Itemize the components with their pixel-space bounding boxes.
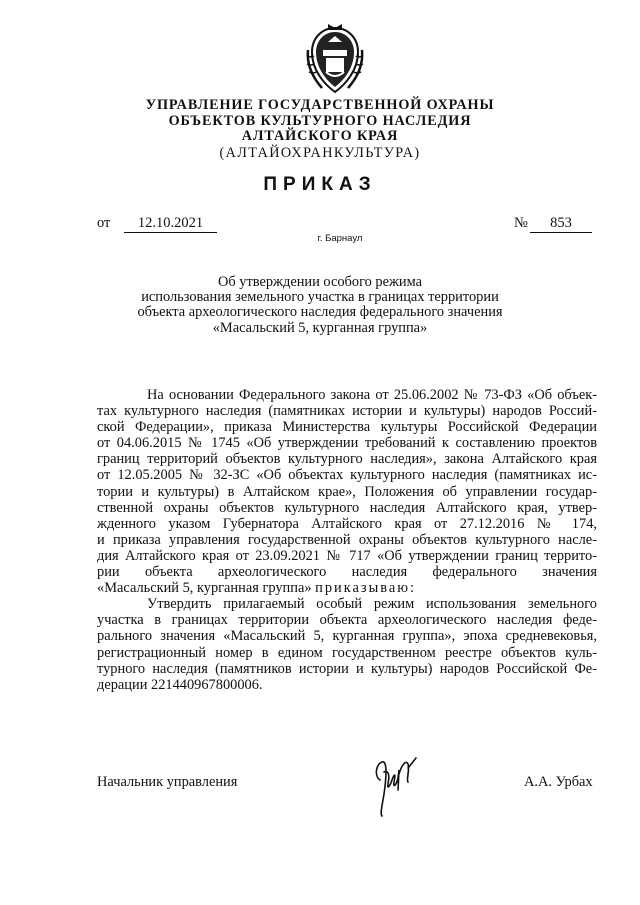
document-subject bbox=[0, 275, 640, 336]
document-title: ПРИКАЗ bbox=[263, 174, 377, 195]
signatory-name: А.А. Урбах bbox=[524, 774, 593, 790]
date-label: от bbox=[97, 215, 111, 231]
subject-line: Об утверждении особого режима bbox=[217, 274, 423, 290]
org-name-line-2: ОБЪЕКТОВ КУЛЬТУРНОГО НАСЛЕДИЯ bbox=[168, 112, 472, 129]
subject-line: объекта археологического наследия федерального значения bbox=[137, 304, 503, 321]
body-line: рального значения «Масальский 5, курганная группа», эпоха средневековья, bbox=[97, 628, 597, 645]
body-line: тах культурного наследия (памятниках истории и культуры) народов Россий- bbox=[97, 403, 597, 420]
body-line: дерации 221440967800006. bbox=[97, 676, 263, 693]
body-line: и приказа управления государственной охраны объектов культурного насле- bbox=[97, 531, 597, 548]
organization-header bbox=[0, 98, 640, 161]
body-line-text: «Масальский 5, курганная группа» bbox=[97, 580, 312, 597]
body-line: На основании Федерального закона от 25.06.2002 № 73-ФЗ «Об объек- bbox=[147, 387, 597, 403]
document-date: 12.10.2021 bbox=[124, 215, 217, 233]
body-line: тории и культуры) в Алтайском крае», Положения об управлении государ- bbox=[97, 483, 597, 500]
document-body bbox=[97, 387, 597, 693]
org-name-line-3: АЛТАЙСКОГО КРАЯ bbox=[241, 128, 399, 144]
body-line: ственной охраны объектов культурного наследия Алтайского края, утвер- bbox=[97, 499, 597, 516]
handwritten-signature-icon bbox=[372, 750, 420, 818]
coat-of-arms-icon bbox=[302, 22, 368, 98]
body-line: регистрационный номер в едином государственном реестре объектов куль- bbox=[97, 644, 597, 661]
body-line: Утвердить прилагаемый особый режим использования земельного bbox=[147, 596, 597, 613]
signatory-position: Начальник управления bbox=[97, 774, 238, 790]
order-word: приказываю: bbox=[315, 580, 417, 597]
body-line: турного наследия (памятников истории и культуры) народов Российской Фе- bbox=[97, 660, 597, 677]
subject-line: использования земельного участка в границах территории bbox=[141, 289, 499, 306]
body-line: жденного указом Губернатора Алтайского края от 27.12.2016 № 174, bbox=[97, 515, 597, 532]
subject-line: «Масальский 5, курганная группа» bbox=[212, 319, 428, 336]
body-line: ской Федерации», приказа Министерства культуры Российской Федерации bbox=[97, 419, 597, 436]
number-label: № bbox=[514, 215, 528, 231]
body-line: рии объекта археологического наследия федерального значения bbox=[97, 564, 597, 581]
body-line: дия Алтайского края от 23.09.2021 № 717 «Об утверждении границ террито- bbox=[97, 547, 597, 564]
org-short-name: (АЛТАЙОХРАНКУЛЬТУРА) bbox=[219, 144, 421, 161]
body-line: участка в границах территории объекта археологического наследия феде- bbox=[97, 612, 597, 629]
body-line-with-order bbox=[97, 580, 597, 596]
body-line: от 12.05.2005 № 32-ЗС «Об объектах культурного наследия (памятниках ис- bbox=[97, 467, 597, 484]
document-city: г. Барнаул bbox=[317, 233, 363, 244]
body-line: от 04.06.2015 № 1745 «Об утверждении требований к составлению проектов bbox=[97, 435, 597, 452]
document-number: 853 bbox=[530, 215, 592, 233]
body-line: границ территорий объектов культурного наследия», закона Алтайского края bbox=[97, 451, 597, 468]
org-name-line-1: УПРАВЛЕНИЕ ГОСУДАРСТВЕННОЙ ОХРАНЫ bbox=[145, 97, 495, 113]
